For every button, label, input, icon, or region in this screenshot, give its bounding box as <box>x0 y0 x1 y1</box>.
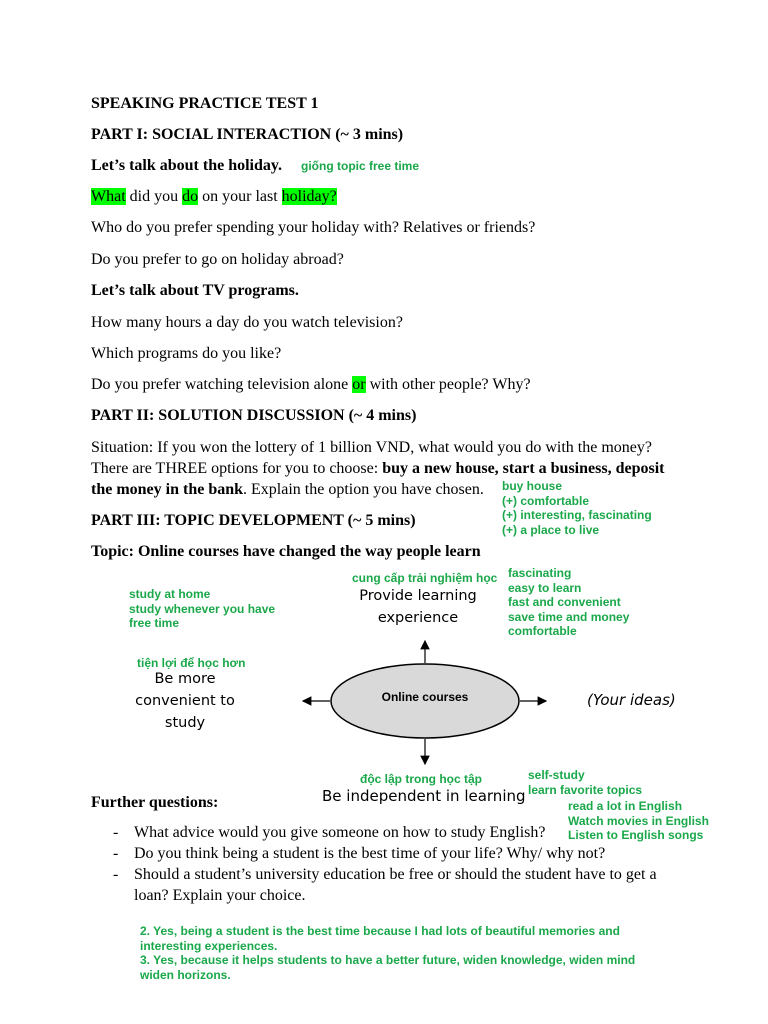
question-tv-programs: Which programs do you like? <box>91 345 282 362</box>
topic-tv: Let’s talk about TV programs. <box>91 282 299 299</box>
notes-buy-house: buy house (+) comfortable (+) interesting, fascinating (+) a place to live <box>502 479 652 537</box>
part3-topic: Topic: Online courses have changed the way people learn <box>91 543 481 560</box>
answer-notes: 2. Yes, being a student is the best time because I had lots of beautiful memories and interesting experiences. 3. Yes, because it helps students to have a better future, widen knowledge, widen mind widen horizons. <box>140 924 636 982</box>
page-title: SPEAKING PRACTICE TEST 1 <box>91 95 319 112</box>
part3-heading: PART III: TOPIC DEVELOPMENT (~ 5 mins) <box>91 512 416 529</box>
question-item: - What advice would you give someone on how to study English? <box>113 824 546 841</box>
branch-top: Provide learning experience <box>359 588 477 626</box>
further-questions-heading: Further questions: <box>91 794 219 811</box>
branch-right: (Your ideas) <box>587 691 676 709</box>
situation-line-3: the money in the bank. Explain the option you have chosen. <box>91 481 484 498</box>
notes-top-left: study at home study whenever you have free time <box>129 587 276 630</box>
question-last-holiday: What did you do on your last holiday? <box>91 188 337 205</box>
question-holiday-abroad: Do you prefer to go on holiday abroad? <box>91 251 344 268</box>
situation-line-2: There are THREE options for you to choose: buy a new house, start a business, deposit <box>91 460 665 477</box>
notes-bottom-right: self-study learn favorite topics <box>528 768 643 797</box>
branch-left: Be more convenient to study <box>135 671 235 731</box>
question-item-continued: loan? Explain your choice. <box>134 887 306 904</box>
notes-top-right: fascinating easy to learn fast and convenient save time and money comfortable <box>508 566 630 638</box>
situation-line-1: Situation: If you won the lottery of 1 billion VND, what would you do with the money? <box>91 439 652 456</box>
question-item: - Do you think being a student is the best time of your life? Why/ why not? <box>113 845 606 862</box>
question-holiday-company: Who do you prefer spending your holiday with? Relatives or friends? <box>91 219 536 236</box>
part2-heading: PART II: SOLUTION DISCUSSION (~ 4 mins) <box>91 407 417 424</box>
question-tv-alone: Do you prefer watching television alone or with other people? Why? <box>91 376 531 393</box>
notes-english-ideas: read a lot in English Watch movies in English Listen to English songs <box>568 799 709 842</box>
note-left: tiện lợi để học hơn <box>137 656 246 670</box>
branch-bottom: Be independent in learning <box>322 787 526 805</box>
question-tv-hours: How many hours a day do you watch television? <box>91 314 403 331</box>
topic-holiday: Let’s talk about the holiday. <box>91 157 282 174</box>
note-free-time: giống topic free time <box>301 159 420 173</box>
note-top: cung cấp trải nghiệm học <box>352 571 498 585</box>
part1-heading: PART I: SOCIAL INTERACTION (~ 3 mins) <box>91 126 404 143</box>
question-item: - Should a student’s university education be free or should the student have to get a <box>113 866 657 883</box>
further-questions-list <box>113 823 657 907</box>
center-label: Online courses <box>381 690 469 704</box>
note-bottom: độc lập trong học tập <box>360 772 482 786</box>
